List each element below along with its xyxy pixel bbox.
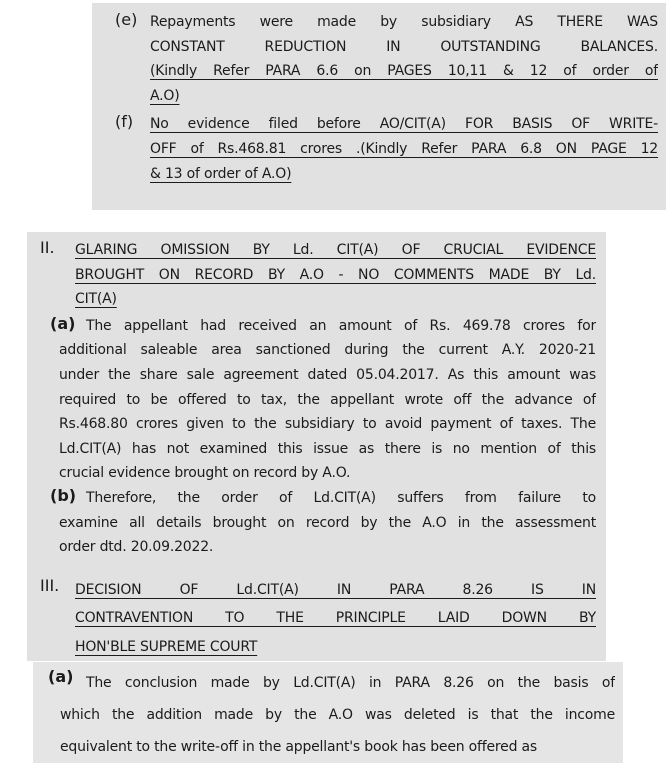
text-line: under the share sale agreement dated 05.04.2017. As this amount was (59, 366, 596, 383)
text-line: OFF of Rs.468.81 crores .(Kindly Refer PARA 6.8 ON PAGE 12 (150, 140, 658, 157)
text-line: & 13 of order of A.O) (150, 165, 292, 182)
text-line: (Kindly Refer PARA 6.6 on PAGES 10,11 & 12 of order of (150, 63, 658, 80)
text-line: DECISION OF Ld.CIT(A) IN PARA 8.26 IS IN (75, 581, 596, 598)
ground-ii-point-a (50, 313, 596, 486)
ground-iii-point-a (48, 667, 615, 763)
text-line: No evidence filed before AO/CIT(A) FOR BASIS OF WRITE- (150, 116, 658, 133)
text-line: examine all details brought on record by the A.O in the assessment (59, 514, 596, 531)
text-line: which the addition made by the A.O was deleted is that the income (60, 707, 615, 723)
point-f (115, 112, 658, 186)
text-line: HON'BLE SUPREME COURT (75, 638, 258, 655)
text-line: required to be offered to tax, the appellant wrote off the advance of (59, 391, 596, 408)
point-e (115, 10, 658, 108)
text-line: Ld.CIT(A) has not examined this issue as there is no mention of this (59, 440, 596, 457)
text-line: GLARING OMISSION BY Ld. CIT(A) OF CRUCIAL EVIDENCE (75, 242, 596, 258)
item-label: (f) (115, 112, 134, 132)
text-line: CIT(A) (75, 291, 117, 308)
ground-iii-body-block (33, 662, 623, 763)
text-line: additional saleable area sanctioned during the current A.Y. 2020-21 (59, 342, 596, 359)
item-label: III. (40, 575, 60, 595)
text-line: The appellant had received an amount of Rs. 469.78 crores for (86, 317, 596, 334)
grounds-ii-iii-block (27, 232, 606, 661)
text-line: Therefore, the order of Ld.CIT(A) suffers from failure to (86, 489, 596, 506)
ground-ii-point-b (50, 485, 596, 560)
item-label: (a) (50, 313, 76, 333)
item-label: (b) (50, 485, 77, 505)
item-label: II. (40, 238, 55, 257)
repayment-points-block (92, 3, 666, 210)
text-line: CONTRAVENTION TO THE PRINCIPLE LAID DOWN BY (75, 610, 596, 627)
ground-iii-heading (40, 576, 596, 662)
item-label: (a) (48, 667, 74, 686)
ground-ii-heading (40, 238, 596, 312)
text-line: The conclusion made by Ld.CIT(A) in PARA 8.26 on the basis of (86, 675, 615, 691)
text-line: BROUGHT ON RECORD BY A.O - NO COMMENTS MADE BY Ld. (75, 266, 596, 283)
text-line: crucial evidence brought on record by A.O. (59, 465, 351, 482)
text-line: A.O) (150, 87, 180, 104)
text-line: Rs.468.80 crores given to the subsidiary to avoid payment of taxes. The (59, 416, 596, 433)
text-line: Repayments were made by subsidiary AS THERE WAS (150, 14, 658, 30)
item-label: (e) (115, 10, 138, 29)
text-line: order dtd. 20.09.2022. (59, 539, 214, 556)
text-line: CONSTANT REDUCTION IN OUTSTANDING BALANCES. (150, 38, 658, 55)
text-line: equivalent to the write-off in the appellant's book has been offered as (60, 739, 537, 755)
